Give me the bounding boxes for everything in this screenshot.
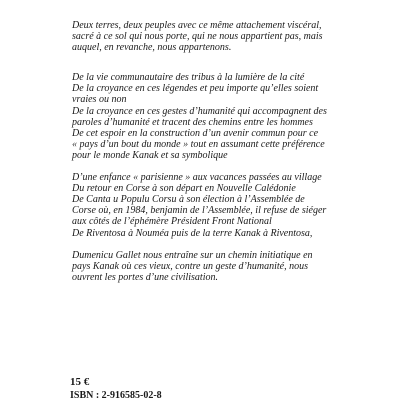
text-line: Corse où, en 1984, benjamin de l’Assemblée, il refuse de siéger <box>72 205 327 217</box>
price-label: 15 € <box>70 376 90 388</box>
text-line: De la croyance en ces légendes et peu importe qu’elles soient <box>72 83 319 95</box>
text-line: De cet espoir en la construction d’un avenir commun pour ce <box>72 127 319 139</box>
back-cover-text <box>72 20 372 294</box>
text-line: Du retour en Corse à son départ en Nouvelle Calédonie <box>72 183 296 195</box>
biography-paragraph <box>72 172 372 239</box>
text-line: pour le monde Kanak et sa symbolique <box>72 149 228 161</box>
closing-paragraph <box>72 250 372 283</box>
text-line: pays Kanak où ces vieux, contre un geste d’humanité, nous <box>72 260 308 272</box>
text-line: De la vie communautaire des tribus à la lumière de la cité <box>72 72 305 84</box>
text-line: Dumenicu Gallet nous entraîne sur un chemin initiatique en <box>72 249 313 261</box>
text-line: ouvrent les portes d’une civilisation. <box>72 271 218 283</box>
text-line: auquel, en revanche, nous appartenons. <box>72 42 232 54</box>
text-line: « pays d’un bout du monde » tout en assumant cette préférence <box>72 138 325 150</box>
isbn-label: ISBN : 2-916585-02-8 <box>70 390 162 401</box>
origins-paragraph <box>72 72 372 161</box>
text-line: aux côtés de l’éphémère Président Front National <box>72 216 272 228</box>
text-line: Deux terres, deux peuples avec ce même attachement viscéral, <box>72 20 322 31</box>
text-line: De Riventosa à Nouméa puis de la terre Kanak à Riventosa, <box>72 227 313 239</box>
text-line: sacré à ce sol qui nous porte, qui ne nous appartient pas, mais <box>72 31 323 43</box>
text-line: paroles d’humanité et tracent des chemins entre les hommes <box>72 116 313 128</box>
text-line: De la croyance en ces gestes d’humanité qui accompagnent des <box>72 105 327 117</box>
intro-paragraph <box>72 20 372 53</box>
text-line: D’une enfance « parisienne » aux vacances passées au village <box>72 172 322 184</box>
text-line: vraies ou non <box>72 94 127 106</box>
text-line: De Canta u Populu Corsu à son élection à l’Assemblée de <box>72 194 305 206</box>
